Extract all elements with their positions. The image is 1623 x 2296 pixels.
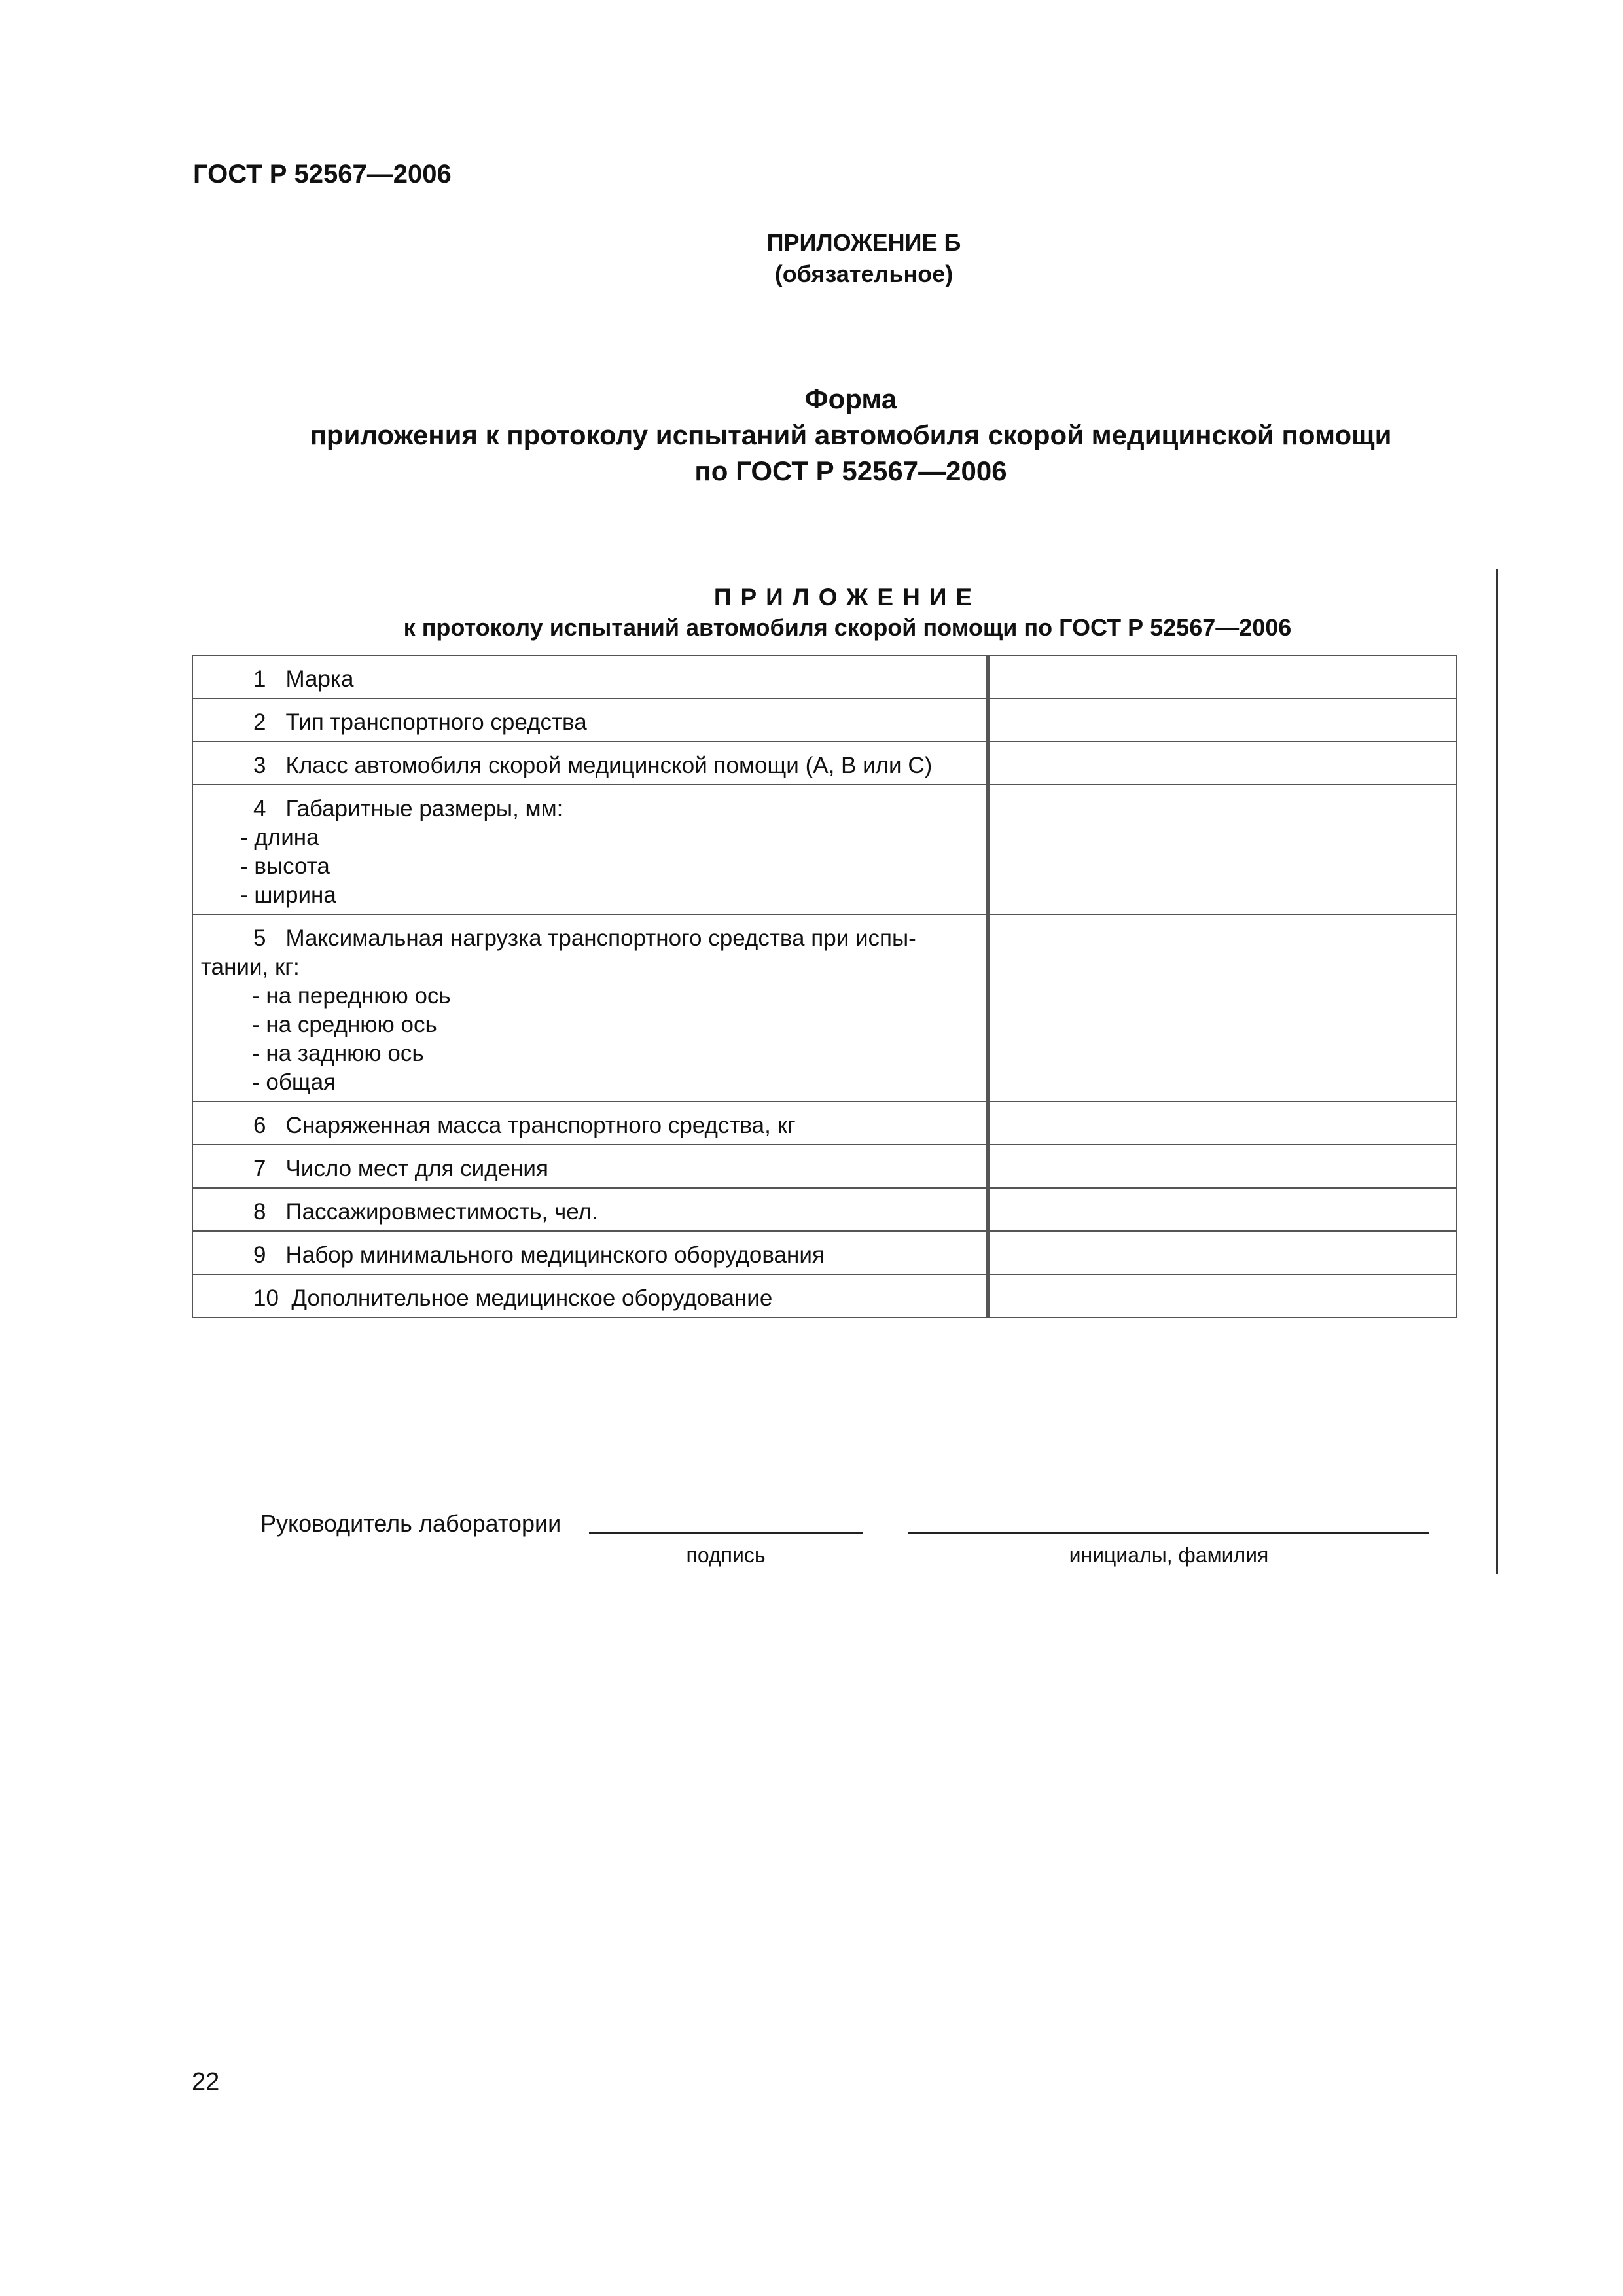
table-row xyxy=(192,1188,1457,1231)
table-row xyxy=(192,914,1457,1102)
row-label xyxy=(192,914,988,1102)
row-text-continued: тании, кг: xyxy=(201,954,300,980)
name-field[interactable] xyxy=(908,1532,1429,1534)
table-row xyxy=(192,742,1457,785)
row-number: 7 xyxy=(253,1156,266,1181)
row-label xyxy=(192,1231,988,1274)
row-value-cell[interactable] xyxy=(988,1102,1457,1145)
table-row xyxy=(192,785,1457,914)
page-number: 22 xyxy=(192,2068,220,2096)
row-subitem: - на переднюю ось xyxy=(252,983,451,1009)
table-row xyxy=(192,1231,1457,1274)
table-title: ПРИЛОЖЕНИЕ xyxy=(713,584,982,611)
row-value-cell[interactable] xyxy=(988,785,1457,914)
row-value-cell[interactable] xyxy=(988,1188,1457,1231)
row-number: 6 xyxy=(253,1113,266,1138)
row-number: 2 xyxy=(253,709,266,735)
row-label xyxy=(192,655,988,698)
row-subitem: - общая xyxy=(252,1069,336,1095)
form-title: Форма xyxy=(804,384,897,414)
row-number: 8 xyxy=(253,1199,266,1225)
signature-field[interactable] xyxy=(589,1532,863,1534)
row-text: Число мест для сидения xyxy=(285,1156,548,1181)
row-subitem: - высота xyxy=(240,853,330,879)
row-label xyxy=(192,698,988,742)
row-text: Дополнительное медицинское оборудование xyxy=(291,1285,773,1311)
row-value-cell[interactable] xyxy=(988,1145,1457,1188)
row-label xyxy=(192,1188,988,1231)
table-row xyxy=(192,1145,1457,1188)
row-text: Пассажировместимость, чел. xyxy=(285,1199,598,1225)
name-caption: инициалы, фамилия xyxy=(1069,1543,1269,1567)
table-subtitle: к протоколу испытаний автомобиля скорой помощи по ГОСТ Р 52567—2006 xyxy=(403,614,1292,641)
row-subitem: - длина xyxy=(240,825,319,850)
row-text: Набор минимального медицинского оборудования xyxy=(285,1242,825,1268)
row-subitem: - ширина xyxy=(240,882,336,908)
row-subitem: - на среднюю ось xyxy=(252,1012,437,1037)
signature-label: Руководитель лаборатории xyxy=(260,1510,562,1537)
row-number: 4 xyxy=(253,796,266,821)
row-value-cell[interactable] xyxy=(988,1274,1457,1318)
row-text: Максимальная нагрузка транспортного средства при испы- xyxy=(285,925,916,951)
row-label xyxy=(192,1145,988,1188)
spec-table xyxy=(192,655,1457,1318)
form-standard: по ГОСТ Р 52567—2006 xyxy=(694,456,1007,486)
row-text: Снаряженная масса транспортного средства, кг xyxy=(285,1113,796,1138)
row-label xyxy=(192,1102,988,1145)
row-value-cell[interactable] xyxy=(988,914,1457,1102)
form-subtitle: приложения к протоколу испытаний автомобиля скорой медицинской помощи xyxy=(310,420,1392,450)
table-row xyxy=(192,1102,1457,1145)
row-text: Класс автомобиля скорой медицинской помощи (А, В или С) xyxy=(285,753,933,778)
row-number: 3 xyxy=(253,753,266,778)
document-code-header: ГОСТ Р 52567—2006 xyxy=(193,160,452,188)
appendix-title: ПРИЛОЖЕНИЕ Б xyxy=(766,229,961,256)
row-value-cell[interactable] xyxy=(988,742,1457,785)
row-number: 10 xyxy=(253,1285,279,1311)
signature-caption: подпись xyxy=(686,1543,766,1567)
row-subitem: - на заднюю ось xyxy=(252,1041,424,1066)
margin-rule xyxy=(1496,569,1498,1574)
row-number: 5 xyxy=(253,925,266,951)
row-label xyxy=(192,1274,988,1318)
row-value-cell[interactable] xyxy=(988,698,1457,742)
row-text: Марка xyxy=(285,666,354,692)
table-row xyxy=(192,655,1457,698)
appendix-status: (обязательное) xyxy=(774,260,954,287)
table-row xyxy=(192,1274,1457,1318)
row-value-cell[interactable] xyxy=(988,655,1457,698)
row-value-cell[interactable] xyxy=(988,1231,1457,1274)
row-label xyxy=(192,785,988,914)
table-row xyxy=(192,698,1457,742)
row-text: Тип транспортного средства xyxy=(285,709,587,735)
row-text: Габаритные размеры, мм: xyxy=(285,796,563,821)
row-number: 9 xyxy=(253,1242,266,1268)
row-label xyxy=(192,742,988,785)
row-number: 1 xyxy=(253,666,266,692)
